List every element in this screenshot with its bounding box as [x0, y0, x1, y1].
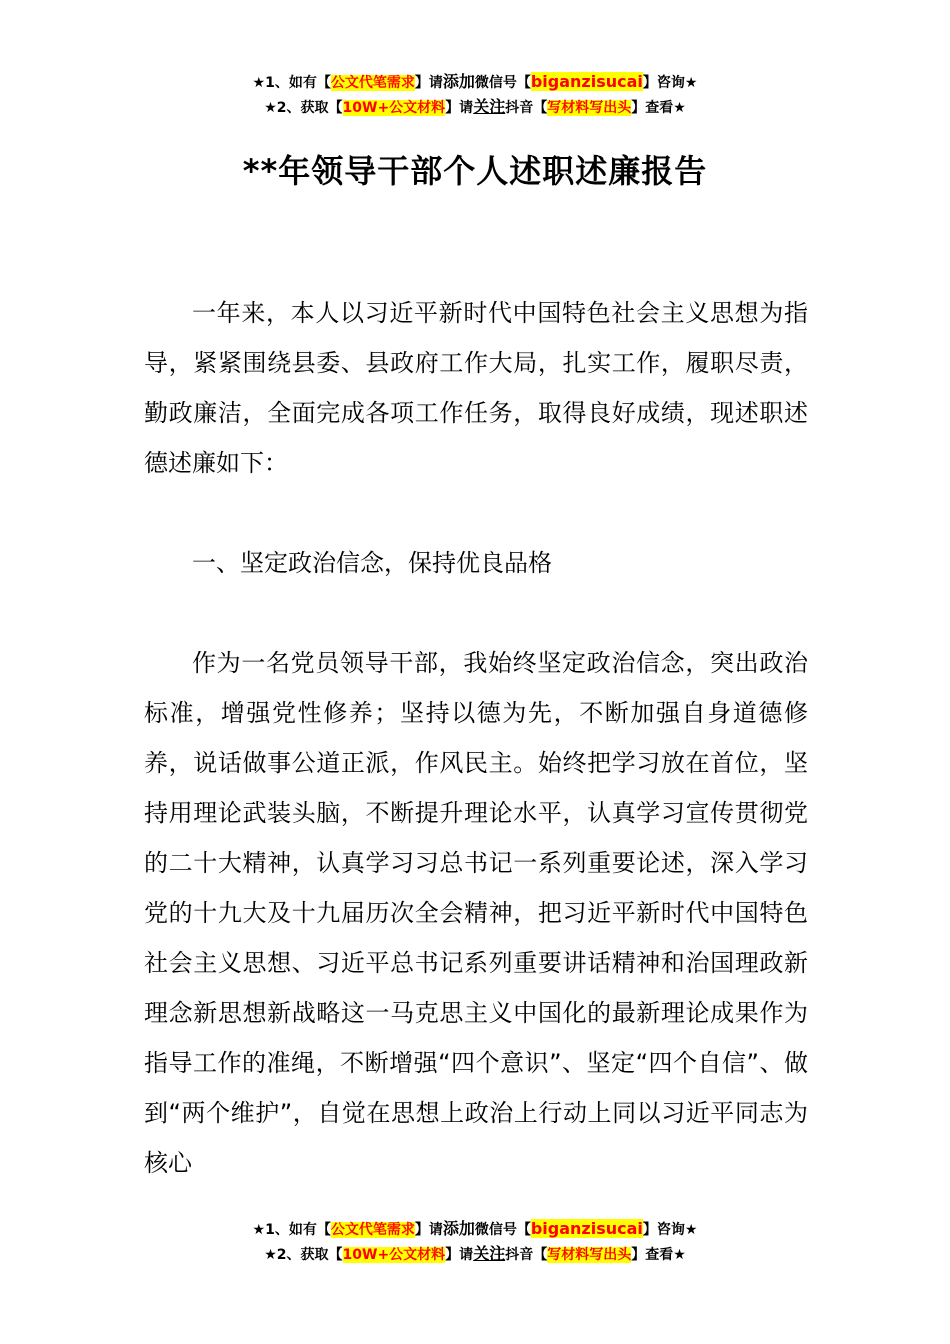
banner-text: 】请 [414, 75, 443, 91]
banner-highlight: 写材料写出头 [547, 100, 632, 116]
footer-banner [0, 1217, 950, 1267]
banner-emphasis: 添加 [442, 1219, 475, 1238]
banner-text: ★1、如有【 [252, 1222, 331, 1238]
banner-text: ★1、如有【 [252, 75, 331, 91]
banner-text: 】查看★ [631, 1247, 686, 1263]
banner-text: 抖音【 [505, 100, 548, 116]
document-body [144, 288, 808, 1188]
banner-text: 微信号【 [474, 75, 531, 91]
header-banner [0, 70, 950, 120]
banner-highlight: 写材料写出头 [547, 1247, 632, 1263]
banner-text: 】查看★ [631, 100, 686, 116]
banner-highlight-wechat: biganzisucai [530, 72, 643, 91]
banner-text: 微信号【 [474, 1222, 531, 1238]
banner-emphasis: 关注 [473, 97, 506, 116]
banner-emphasis: 添加 [442, 72, 475, 91]
banner-emphasis: 关注 [473, 1244, 506, 1263]
banner-line-1 [0, 70, 950, 95]
banner-highlight: 10W+公文材料 [342, 100, 446, 116]
banner-line-1 [0, 1217, 950, 1242]
banner-highlight-wechat: biganzisucai [530, 1219, 643, 1238]
banner-text: 】请 [445, 100, 474, 116]
section-heading: 一、坚定政治信念，保持优良品格 [192, 549, 552, 577]
banner-text: 】请 [414, 1222, 443, 1238]
banner-text: ★2、获取【 [264, 100, 343, 116]
banner-text: 】请 [445, 1247, 474, 1263]
banner-highlight: 10W+公文材料 [342, 1247, 446, 1263]
banner-text: 】咨询★ [642, 1222, 698, 1238]
intro-paragraph: 一年来，本人以习近平新时代中国特色社会主义思想为指导，紧紧围绕县委、县政府工作大局，扎实工作，履职尽责，勤政廉洁，全面完成各项工作任务，取得良好成绩，现述职述德述廉如下： [144, 299, 808, 477]
banner-highlight: 公文代笔需求 [330, 75, 415, 91]
banner-text: 抖音【 [505, 1247, 548, 1263]
banner-line-2 [0, 95, 950, 120]
body-paragraph: 作为一名党员领导干部，我始终坚定政治信念，突出政治标准，增强党性修养；坚持以德为先，不断加强自身道德修养，说话做事公道正派，作风民主。始终把学习放在首位，坚持用理论武装头脑，不断提升理论水平，认真学习宣传贯彻党的二十大精神，认真学习习总书记一系列重要论述，深入学习党的十九大及十九届历次全会精神，把习近平新时代中国特色社会主义思想、习近平总书记系列重要讲话精神和治国理政新理念新思想新战略这一马克思主义中国化的最新理论成果作为指导工作的准绳，不断增强“四个意识”、坚定“四个自信”、做到“两个维护”，自觉在思想上政治上行动上同以习近平同志为核心 [144, 649, 808, 1177]
banner-line-2 [0, 1242, 950, 1267]
banner-highlight: 公文代笔需求 [330, 1222, 415, 1238]
banner-text: 】咨询★ [642, 75, 698, 91]
banner-text: ★2、获取【 [264, 1247, 343, 1263]
document-title: **年领导干部个人述职述廉报告 [242, 152, 708, 190]
